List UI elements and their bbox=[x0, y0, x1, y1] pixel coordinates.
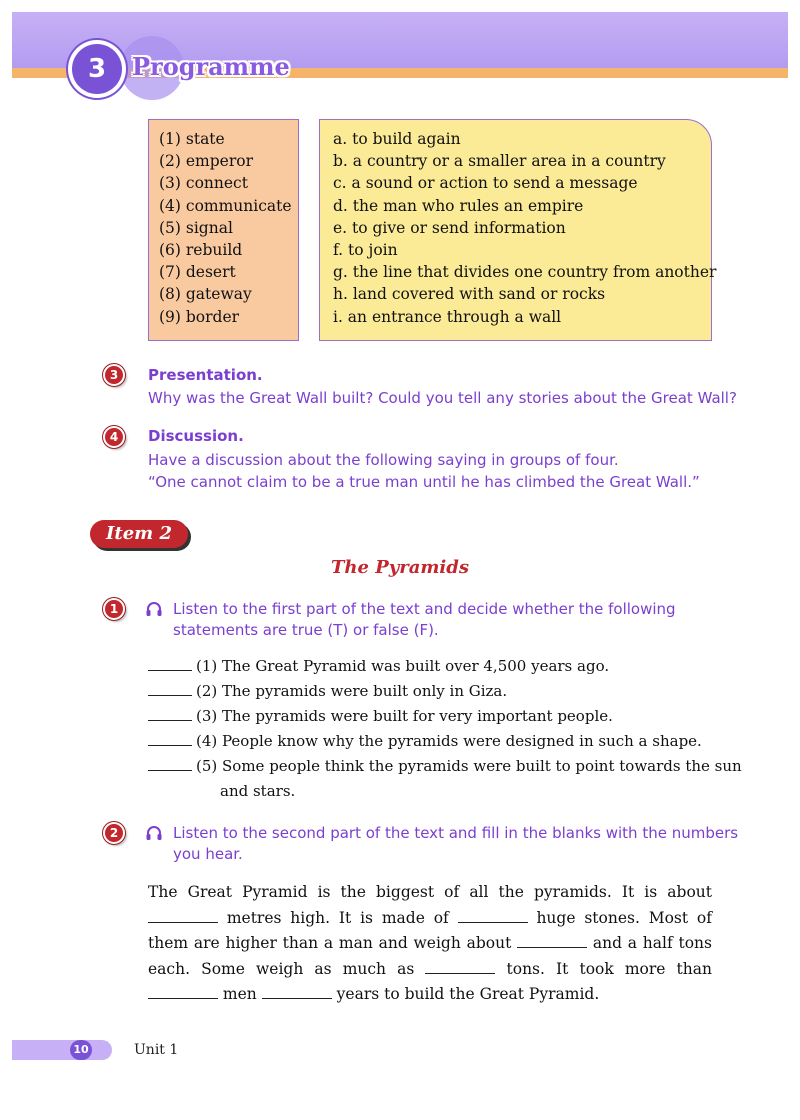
section-number: 3 bbox=[72, 44, 122, 94]
fill-blank[interactable] bbox=[262, 984, 332, 999]
vocab-definition-box bbox=[319, 119, 717, 341]
statement-continuation: and stars. bbox=[220, 782, 296, 800]
section-title: Programme bbox=[132, 52, 290, 81]
task-number-badge: 1 bbox=[105, 600, 123, 618]
paragraph-text: years to build the Great Pyramid. bbox=[331, 985, 600, 1003]
vocab-definition: a. to build again bbox=[333, 130, 461, 148]
statement-row bbox=[148, 754, 742, 779]
statement-row bbox=[148, 679, 507, 704]
answer-blank[interactable] bbox=[148, 706, 192, 721]
task2-instruction-line2: you hear. bbox=[173, 845, 243, 863]
fill-blank[interactable] bbox=[458, 908, 528, 923]
headphones-icon bbox=[145, 600, 163, 618]
vocab-definition: h. land covered with sand or rocks bbox=[333, 285, 606, 304]
vocab-word: (3) connect bbox=[159, 174, 248, 193]
task2-instruction-line1: Listen to the second part of the text and fill in the blanks with the numbers bbox=[173, 824, 739, 842]
vocab-definition: g. the line that divides one country from another bbox=[333, 263, 717, 282]
statement-row bbox=[148, 654, 609, 679]
presentation-text: Why was the Great Wall built? Could you tell any stories about the Great Wall? bbox=[148, 389, 737, 407]
vocab-word: (9) border bbox=[159, 307, 240, 326]
vocab-word: (1) state bbox=[159, 130, 225, 148]
paragraph-text: and a half tons each. Some weigh as much as bbox=[148, 934, 712, 978]
answer-blank[interactable] bbox=[148, 731, 192, 746]
statement-text: (4) People know why the pyramids were designed in such a shape. bbox=[196, 732, 702, 750]
vocab-word: (4) communicate bbox=[159, 196, 292, 215]
statement-text: (5) Some people think the pyramids were built to point towards the sun bbox=[196, 757, 742, 775]
statement-text: (3) The pyramids were built for very important people. bbox=[196, 707, 613, 725]
statement-row bbox=[148, 729, 702, 754]
article-title: The Pyramids bbox=[331, 557, 469, 578]
fill-blank[interactable] bbox=[425, 959, 495, 974]
statement-row bbox=[148, 704, 613, 729]
task1-instruction-line2: statements are true (T) or false (F). bbox=[173, 621, 439, 639]
discussion-instruction: Have a discussion about the following saying in groups of four. bbox=[148, 451, 619, 469]
vocab-definition: d. the man who rules an empire bbox=[333, 196, 584, 215]
task-number-badge: 3 bbox=[105, 366, 123, 384]
fill-blank[interactable] bbox=[517, 933, 587, 948]
vocab-word-box bbox=[148, 119, 299, 341]
vocab-definition: e. to give or send information bbox=[333, 218, 566, 237]
task-number-badge: 2 bbox=[105, 824, 123, 842]
task-number-badge: 4 bbox=[105, 428, 123, 446]
unit-label: Unit 1 bbox=[134, 1042, 179, 1058]
vocab-word: (7) desert bbox=[159, 263, 236, 282]
vocab-word: (2) emperor bbox=[159, 152, 253, 171]
headphones-icon bbox=[145, 824, 163, 842]
fill-blank[interactable] bbox=[148, 908, 218, 923]
answer-blank[interactable] bbox=[148, 656, 192, 671]
answer-blank[interactable] bbox=[148, 756, 192, 771]
paragraph-text: metres high. It is made of bbox=[218, 908, 458, 927]
footer-bar bbox=[12, 1040, 112, 1060]
statement-text: (1) The Great Pyramid was built over 4,500 years ago. bbox=[196, 657, 610, 675]
paragraph-text: The Great Pyramid is the biggest of all the pyramids. It is about bbox=[148, 883, 712, 901]
presentation-heading: Presentation. bbox=[148, 366, 263, 384]
vocab-definition: i. an entrance through a wall bbox=[333, 307, 562, 326]
answer-blank[interactable] bbox=[148, 681, 192, 696]
discussion-heading: Discussion. bbox=[148, 427, 244, 445]
paragraph-text: huge stones. Most of them are higher than a man and weigh about bbox=[148, 908, 713, 952]
page-number: 10 bbox=[70, 1040, 92, 1060]
vocab-definition: c. a sound or action to send a message bbox=[333, 174, 638, 193]
task1-instruction-line1: Listen to the first part of the text and decide whether the following bbox=[173, 600, 676, 618]
fill-blank[interactable] bbox=[148, 984, 218, 999]
vocab-definition: f. to join bbox=[333, 241, 398, 260]
vocab-word: (5) signal bbox=[159, 218, 233, 237]
cloze-paragraph bbox=[148, 880, 712, 1008]
statement-text: (2) The pyramids were built only in Giza. bbox=[196, 682, 508, 700]
vocab-word: (6) rebuild bbox=[159, 241, 243, 260]
vocab-word: (8) gateway bbox=[159, 285, 252, 304]
paragraph-text: tons. It took more than bbox=[495, 959, 712, 978]
item-label: Item 2 bbox=[90, 520, 188, 548]
vocab-definition: b. a country or a smaller area in a country bbox=[333, 152, 666, 171]
paragraph-text: men bbox=[218, 985, 262, 1003]
discussion-quote: “One cannot claim to be a true man until he has climbed the Great Wall.” bbox=[148, 473, 700, 491]
